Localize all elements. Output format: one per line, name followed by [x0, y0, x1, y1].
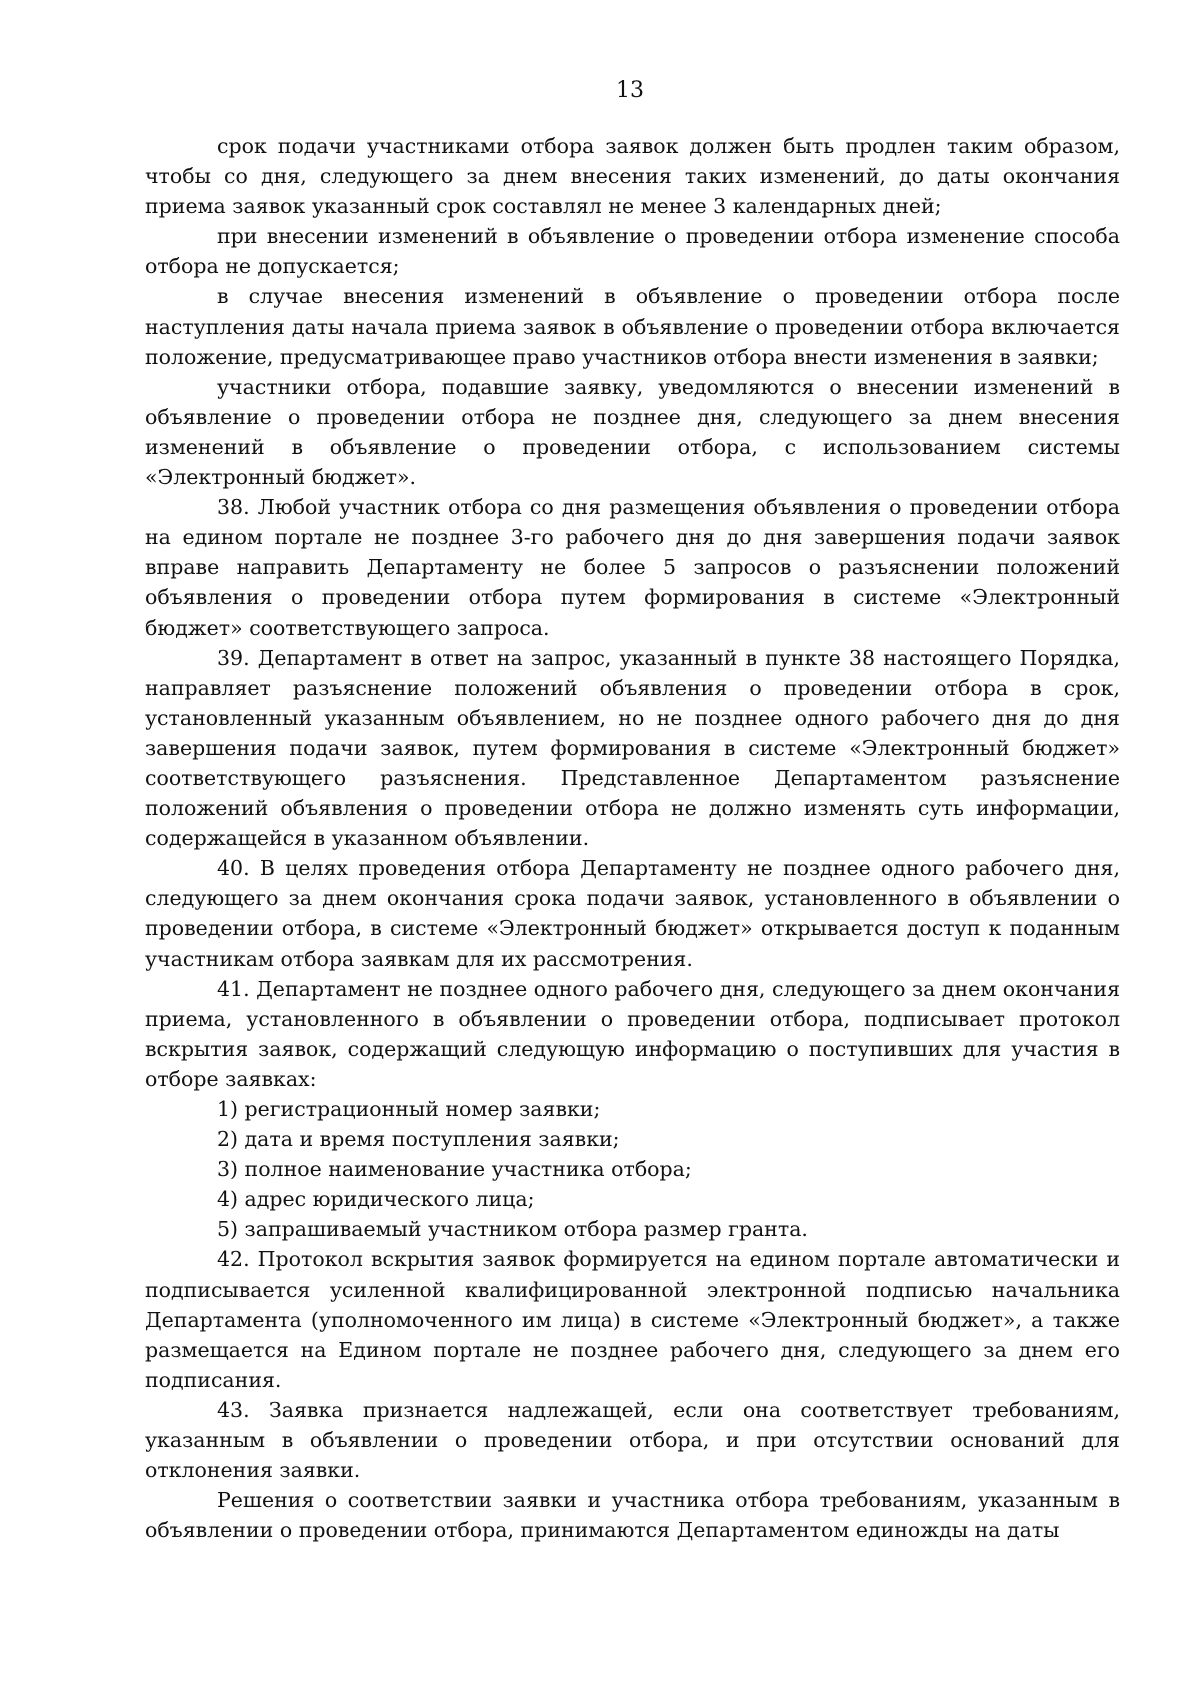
paragraph-changes-after-start: в случае внесения изменений в объявление о проведении отбора после наступления даты начала приема заявок в объявление о проведении отбора включается положение, предусматривающее право участников отбора внести изменения в заявки; — [145, 284, 1120, 369]
paragraph-deadline-extension: срок подачи участниками отбора заявок должен быть продлен таким образом, чтобы со дня, следующего за днем внесения таких изменений, до даты окончания приема заявок указанный срок составлял не менее 3 календарных дней; — [145, 134, 1120, 219]
list-item-date-time: 2) дата и время поступления заявки; — [217, 1127, 620, 1152]
document-body — [145, 131, 1120, 1545]
list-item-legal-address: 4) адрес юридического лица; — [217, 1187, 535, 1212]
paragraph-item-43: 43. Заявка признается надлежащей, если она соответствует требованиям, указанным в объявлении о проведении отбора, и при отсутствии оснований для отклонения заявки. — [145, 1397, 1120, 1483]
paragraph-method-change: при внесении изменений в объявление о проведении отбора изменение способа отбора не допускается; — [145, 224, 1120, 279]
list-item-registration-number: 1) регистрационный номер заявки; — [217, 1097, 601, 1121]
paragraph-item-42: 42. Протокол вскрытия заявок формируется на едином портале автоматически и подписывается усиленной квалифицированной электронной подписью начальника Департамента (уполномоченного им лица) в системе «Электронный бюджет», а также размещается на Едином портале не позднее рабочего дня, следующего за днем его подписания. — [145, 1247, 1120, 1392]
list-item-grant-amount: 5) запрашиваемый участником отбора размер гранта. — [217, 1217, 808, 1242]
list-item-full-name: 3) полное наименование участника отбора; — [217, 1157, 692, 1182]
paragraph-decisions: Решения о соответствии заявки и участника отбора требованиям, указанным в объявлении о проведении отбора, принимаются Департаментом единожды на даты — [145, 1488, 1120, 1543]
paragraph-item-39: 39. Департамент в ответ на запрос, указанный в пункте 38 настоящего Порядка, направляет разъяснение положений объявления о проведении отбора в срок, установленный указанным объявлением, но не позднее одного рабочего дня до дня завершения подачи заявок, путем формирования в системе «Электронный бюджет» соответствующего разъяснения. Представленное Департаментом разъяснение положений объявления о проведении отбора не должно изменять суть информации, содержащейся в указанном объявлении. — [145, 645, 1120, 851]
page-number: 13 — [616, 78, 644, 103]
paragraph-participant-notification: участники отбора, подавшие заявку, уведомляются о внесении изменений в объявление о проведении отбора не позднее дня, следующего за днем внесения изменений в объявление о проведении отбора, с использованием системы «Электронный бюджет». — [145, 374, 1120, 490]
paragraph-item-40: 40. В целях проведения отбора Департаменту не позднее одного рабочего дня, следующего за днем окончания срока подачи заявок, установленного в объявлении о проведении отбора, в системе «Электронный бюджет» открывается доступ к поданным участникам отбора заявкам для их рассмотрения. — [145, 856, 1120, 971]
paragraph-item-41: 41. Департамент не позднее одного рабочего дня, следующего за днем окончания приема, установленного в объявлении о проведении отбора, подписывает протокол вскрытия заявок, содержащий следующую информацию о поступивших для участия в отборе заявках: — [145, 976, 1120, 1091]
paragraph-item-38: 38. Любой участник отбора со дня размещения объявления о проведении отбора на едином портале не позднее 3-го рабочего дня до дня завершения подачи заявок вправе направить Департаменту не более 5 запросов о разъяснении положений объявления о проведении отбора путем формирования в системе «Электронный бюджет» соответствующего запроса. — [145, 495, 1120, 640]
